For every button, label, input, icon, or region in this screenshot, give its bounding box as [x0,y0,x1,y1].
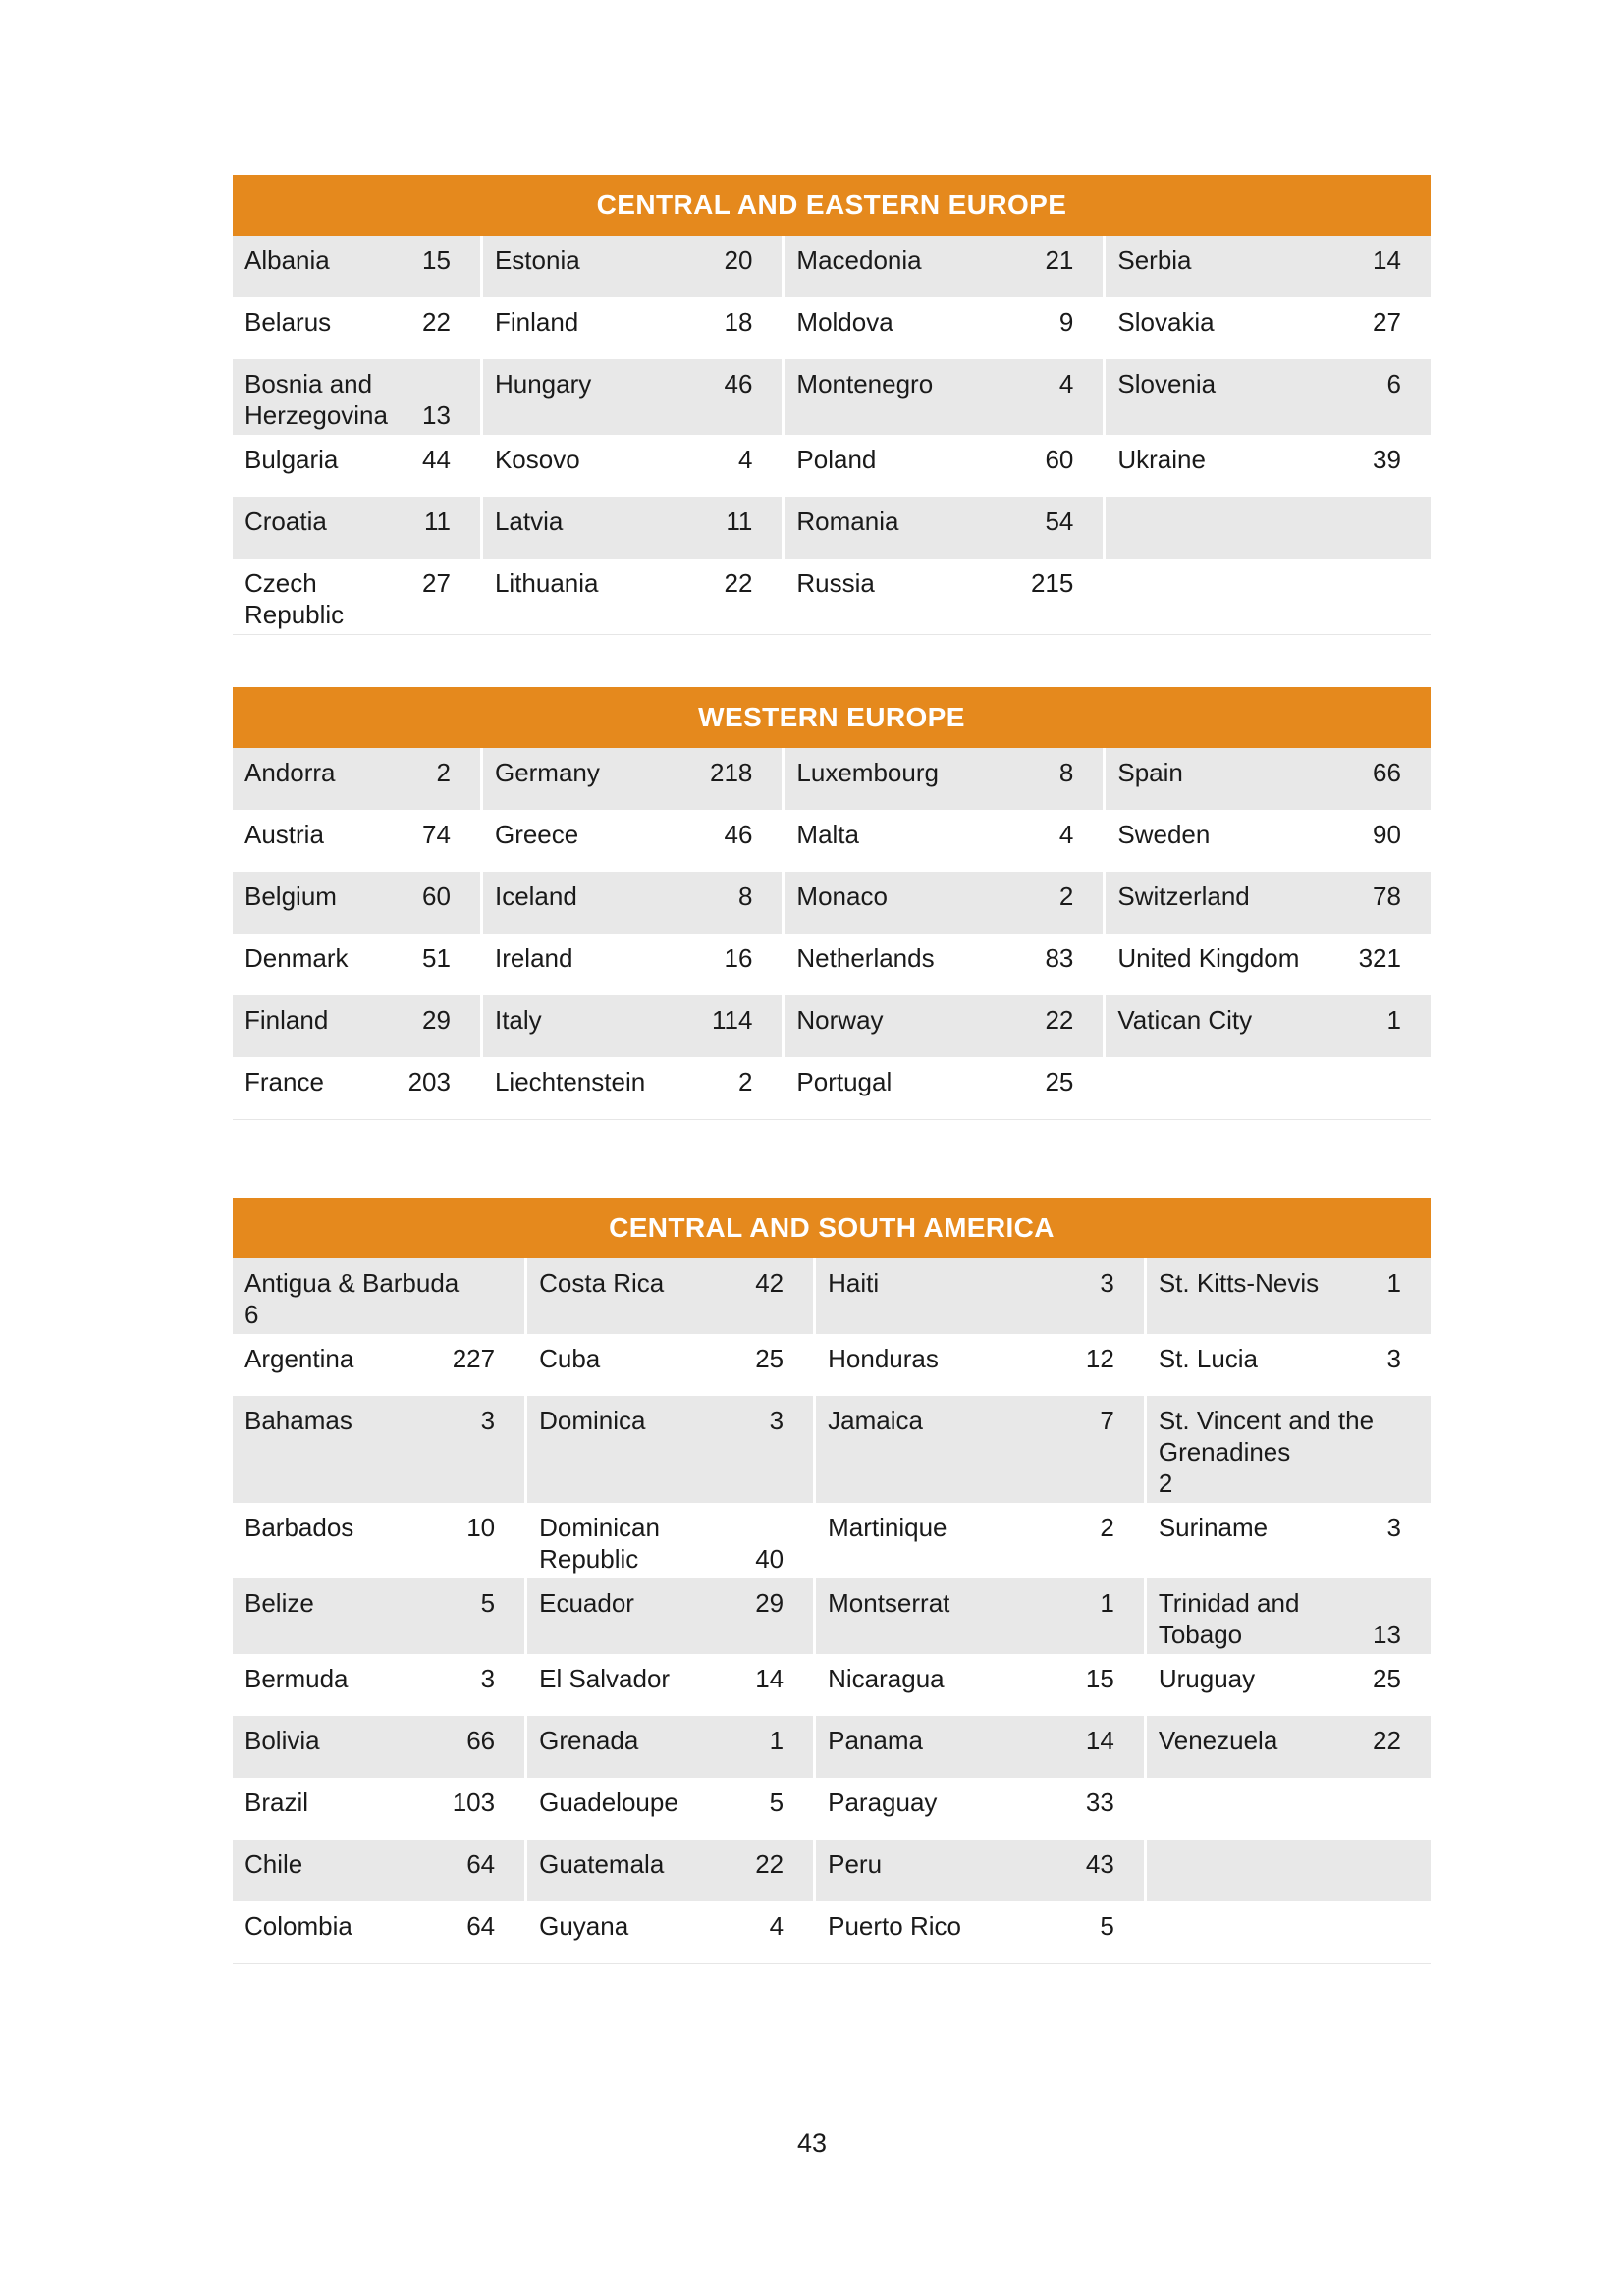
empty-cell [1147,1840,1431,1901]
country-name: Serbia [1117,245,1192,275]
country-name: Finland [244,1005,329,1035]
table-row [233,748,1431,810]
country-cell [816,1396,1147,1503]
country-cell [785,748,1106,810]
country-cell [816,1503,1147,1578]
country-name: Bolivia [244,1726,320,1755]
table-title-central-and-eastern-europe: CENTRAL AND EASTERN EUROPE [233,175,1431,236]
country-value: 22 [422,307,451,337]
country-cell [527,1840,816,1901]
country-value: 3 [1100,1268,1114,1298]
country-name: Nicaragua [828,1664,945,1693]
country-cell [233,1334,527,1396]
country-name: Italy [494,1005,542,1035]
country-name: Montenegro [796,369,934,399]
country-cell [527,1334,816,1396]
country-name: Chile [244,1849,303,1879]
country-cell [785,872,1106,934]
country-name: Antigua & Barbuda [244,1268,460,1298]
country-name: St. Lucia [1158,1344,1259,1373]
country-cell [233,297,483,359]
country-value: 227 [452,1344,496,1373]
table-title-western-europe: WESTERN EUROPE [233,687,1431,748]
country-value: 25 [1045,1067,1074,1096]
country-cell [527,1778,816,1840]
country-cell [233,435,483,497]
country-name: Croatia [244,507,327,536]
country-cell [233,995,483,1057]
table-row [233,1396,1431,1503]
country-name: Czech Republic [244,568,345,629]
table-row [233,1778,1431,1840]
country-cell [785,236,1106,297]
country-cell [527,1503,816,1578]
country-cell [816,1334,1147,1396]
country-cell [233,1840,527,1901]
country-value: 22 [1045,1005,1074,1035]
country-cell [785,810,1106,872]
country-cell [233,872,483,934]
country-cell [483,872,785,934]
country-cell [1147,1503,1431,1578]
country-value: 14 [1373,245,1401,275]
country-value: 2 [1100,1513,1114,1542]
country-cell [233,1654,527,1716]
country-name: Bahamas [244,1406,352,1435]
country-cell [527,1654,816,1716]
country-name: Martinique [828,1513,947,1542]
country-name: Bosnia and Herzegovina [244,369,388,430]
country-name: Guatemala [539,1849,665,1879]
country-value: 29 [755,1588,785,1618]
empty-cell [1106,559,1431,634]
country-name: Portugal [796,1067,893,1096]
country-cell [1106,359,1431,435]
country-value: 1 [1386,1005,1401,1035]
country-cell [483,297,785,359]
table-row [233,1258,1431,1334]
country-name: Grenada [539,1726,639,1755]
country-name: Romania [796,507,899,536]
country-name: United Kingdom [1117,943,1300,973]
country-value: 13 [1373,1620,1401,1649]
country-name: Denmark [244,943,349,973]
country-cell [816,1258,1147,1334]
country-cell [233,359,483,435]
table-row [233,934,1431,995]
country-cell [233,1578,527,1654]
country-cell [233,559,483,634]
country-value: 43 [1085,1849,1114,1879]
country-value: 11 [726,507,753,536]
country-name: Switzerland [1117,881,1250,911]
country-value: 7 [1100,1406,1114,1435]
country-name: Kosovo [494,445,580,474]
country-name: Puerto Rico [828,1911,961,1941]
country-cell [1147,1716,1431,1778]
country-name: Belize [244,1588,314,1618]
country-name: Luxembourg [796,758,939,787]
country-value: 12 [1085,1344,1114,1373]
country-value: 14 [755,1664,785,1693]
country-value: 44 [422,445,451,474]
country-name: Liechtenstein [494,1067,646,1096]
country-name: Venezuela [1158,1726,1278,1755]
table-row [233,995,1431,1057]
empty-cell [1106,1057,1431,1119]
country-value: 10 [466,1513,496,1542]
country-name: Paraguay [828,1788,938,1817]
country-value: 51 [422,943,451,973]
country-cell [1106,435,1431,497]
country-cell [1147,1334,1431,1396]
country-name: Peru [828,1849,883,1879]
country-value: 46 [724,820,753,849]
country-value: 33 [1085,1788,1114,1817]
country-cell [233,1778,527,1840]
country-cell [1106,810,1431,872]
country-name: Monaco [796,881,888,911]
country-cell [1147,1258,1431,1334]
country-name: Trinidad and Tobago [1158,1588,1300,1649]
country-cell [785,497,1106,559]
country-name: Haiti [828,1268,880,1298]
table-row [233,1840,1431,1901]
country-cell [233,1057,483,1119]
country-cell [233,1258,527,1334]
country-name: Malta [796,820,859,849]
table-row [233,1503,1431,1578]
country-value: 18 [724,307,753,337]
country-cell [816,1654,1147,1716]
country-cell [527,1716,816,1778]
country-name: Uruguay [1158,1664,1256,1693]
country-cell [1106,748,1431,810]
table-row [233,810,1431,872]
country-value: 29 [422,1005,451,1035]
country-value: 22 [724,568,753,598]
table-row [233,559,1431,634]
country-value: 27 [422,568,451,598]
country-value: 15 [1085,1664,1114,1693]
country-cell [816,1778,1147,1840]
country-cell [233,236,483,297]
country-value: 39 [1373,445,1401,474]
country-value: 4 [1058,820,1074,849]
country-value: 78 [1373,881,1401,911]
empty-cell [1147,1778,1431,1840]
table-row [233,872,1431,934]
country-name: Barbados [244,1513,354,1542]
country-name: Guyana [539,1911,629,1941]
country-value: 2 [1158,1468,1173,1498]
country-value: 3 [480,1406,496,1435]
table-title-central-and-south-america: CENTRAL AND SOUTH AMERICA [233,1198,1431,1258]
country-value: 2 [1058,881,1074,911]
country-value: 215 [1030,568,1074,598]
empty-cell [1147,1901,1431,1963]
country-value: 42 [755,1268,785,1298]
country-value: 90 [1373,820,1401,849]
country-value: 46 [724,369,753,399]
country-name: Vatican City [1117,1005,1253,1035]
country-name: Estonia [494,245,580,275]
country-value: 1 [1100,1588,1114,1618]
table-western-europe [233,687,1431,1120]
country-value: 14 [1085,1726,1114,1755]
country-name: Norway [796,1005,884,1035]
country-cell [1147,1578,1431,1654]
country-name: Sweden [1117,820,1211,849]
country-cell [1147,1654,1431,1716]
country-cell [1106,872,1431,934]
country-name: Russia [796,568,875,598]
country-cell [785,934,1106,995]
table-row [233,236,1431,297]
country-value: 1 [769,1726,785,1755]
country-value: 2 [436,758,451,787]
country-cell [785,297,1106,359]
table-row [233,1716,1431,1778]
country-cell [233,1716,527,1778]
table-body [233,748,1431,1120]
country-cell [483,236,785,297]
country-name: Andorra [244,758,336,787]
country-value: 22 [755,1849,785,1879]
country-value: 40 [755,1544,785,1574]
country-name: Ecuador [539,1588,634,1618]
country-cell [816,1716,1147,1778]
country-name: Montserrat [828,1588,950,1618]
table-row [233,1901,1431,1963]
country-value: 13 [422,400,451,430]
country-cell [483,435,785,497]
country-value: 9 [1058,307,1074,337]
country-cell [527,1396,816,1503]
country-cell [233,934,483,995]
country-value: 83 [1045,943,1074,973]
table-row [233,497,1431,559]
country-name: Colombia [244,1911,352,1941]
country-value: 60 [1045,445,1074,474]
country-name: Albania [244,245,330,275]
page-number: 43 [796,2128,828,2158]
country-cell [233,1396,527,1503]
country-value: 60 [422,881,451,911]
country-value: 54 [1045,507,1074,536]
country-value: 5 [1100,1911,1114,1941]
country-name: Panama [828,1726,923,1755]
country-cell [483,359,785,435]
country-value: 66 [466,1726,496,1755]
country-cell [483,497,785,559]
country-cell [527,1578,816,1654]
country-value: 6 [1386,369,1401,399]
table-row [233,1057,1431,1119]
country-name: Poland [796,445,877,474]
country-name: Argentina [244,1344,354,1373]
country-cell [233,1901,527,1963]
country-value: 8 [1058,758,1074,787]
empty-cell [1106,497,1431,559]
country-name: St. Kitts-Nevis [1158,1268,1320,1298]
country-name: Bulgaria [244,445,339,474]
country-value: 103 [452,1788,496,1817]
country-name: Belgium [244,881,337,911]
table-central-and-south-america [233,1198,1431,1964]
table-row [233,1578,1431,1654]
country-value: 66 [1373,758,1401,787]
country-value: 20 [724,245,753,275]
country-name: Dominica [539,1406,646,1435]
country-value: 64 [466,1849,496,1879]
country-value: 203 [407,1067,451,1096]
table-body [233,1258,1431,1964]
country-name: Ireland [494,943,573,973]
country-cell [785,435,1106,497]
country-name: Finland [494,307,579,337]
country-name: Iceland [494,881,577,911]
country-cell [233,497,483,559]
country-cell [1106,236,1431,297]
country-name: Lithuania [494,568,599,598]
country-name: Spain [1117,758,1183,787]
country-cell [785,995,1106,1057]
country-cell [1106,995,1431,1057]
country-name: Guadeloupe [539,1788,678,1817]
country-name: Slovenia [1117,369,1217,399]
country-value: 4 [769,1911,785,1941]
country-value: 21 [1045,245,1074,275]
country-cell [1106,297,1431,359]
table-body [233,236,1431,635]
country-value: 4 [1058,369,1074,399]
country-name: El Salvador [539,1664,671,1693]
country-name: Germany [494,758,600,787]
country-value: 3 [1386,1513,1401,1542]
country-cell [483,934,785,995]
country-value: 114 [711,1005,753,1035]
country-name: St. Vincent and the Grenadines [1158,1406,1375,1467]
country-value: 25 [755,1344,785,1373]
country-name: France [244,1067,324,1096]
country-name: Greece [494,820,579,849]
country-cell [785,1057,1106,1119]
country-value: 22 [1373,1726,1401,1755]
country-cell [233,748,483,810]
country-name: Netherlands [796,943,935,973]
country-name: Hungary [494,369,592,399]
country-name: Moldova [796,307,893,337]
country-value: 4 [737,445,753,474]
country-name: Macedonia [796,245,922,275]
country-cell [233,810,483,872]
table-row [233,1654,1431,1716]
country-name: Latvia [494,507,564,536]
country-cell [527,1901,816,1963]
country-value: 321 [1358,943,1401,973]
country-value: 218 [710,758,753,787]
country-name: Slovakia [1117,307,1215,337]
country-cell [816,1840,1147,1901]
country-name: Cuba [539,1344,601,1373]
country-value: 15 [422,245,451,275]
country-name: Dominican Republic [539,1513,660,1574]
country-cell [483,748,785,810]
country-value: 3 [1386,1344,1401,1373]
country-value: 5 [480,1588,496,1618]
table-central-and-eastern-europe [233,175,1431,635]
country-name: Brazil [244,1788,309,1817]
table-row [233,1334,1431,1396]
country-value: 74 [422,820,451,849]
country-name: Honduras [828,1344,939,1373]
country-name: Jamaica [828,1406,923,1435]
country-value: 8 [737,881,753,911]
table-row [233,359,1431,435]
country-value: 3 [480,1664,496,1693]
country-cell [483,995,785,1057]
table-row [233,435,1431,497]
country-cell [1147,1396,1431,1503]
country-value: 2 [737,1067,753,1096]
country-value: 1 [1386,1268,1401,1298]
country-name: Belarus [244,307,332,337]
country-value: 25 [1373,1664,1401,1693]
country-value: 27 [1373,307,1401,337]
country-cell [816,1901,1147,1963]
table-row [233,297,1431,359]
country-cell [816,1578,1147,1654]
country-cell [233,1503,527,1578]
country-value: 6 [244,1300,259,1329]
country-cell [785,359,1106,435]
country-value: 64 [466,1911,496,1941]
country-cell [483,559,785,634]
country-cell [1106,934,1431,995]
country-name: Suriname [1158,1513,1269,1542]
country-value: 5 [769,1788,785,1817]
country-cell [785,559,1106,634]
country-cell [483,1057,785,1119]
country-name: Bermuda [244,1664,349,1693]
country-value: 16 [724,943,753,973]
country-cell [527,1258,816,1334]
country-name: Austria [244,820,324,849]
country-name: Ukraine [1117,445,1206,474]
country-value: 3 [769,1406,785,1435]
country-name: Costa Rica [539,1268,665,1298]
country-cell [483,810,785,872]
country-value: 11 [423,507,451,536]
